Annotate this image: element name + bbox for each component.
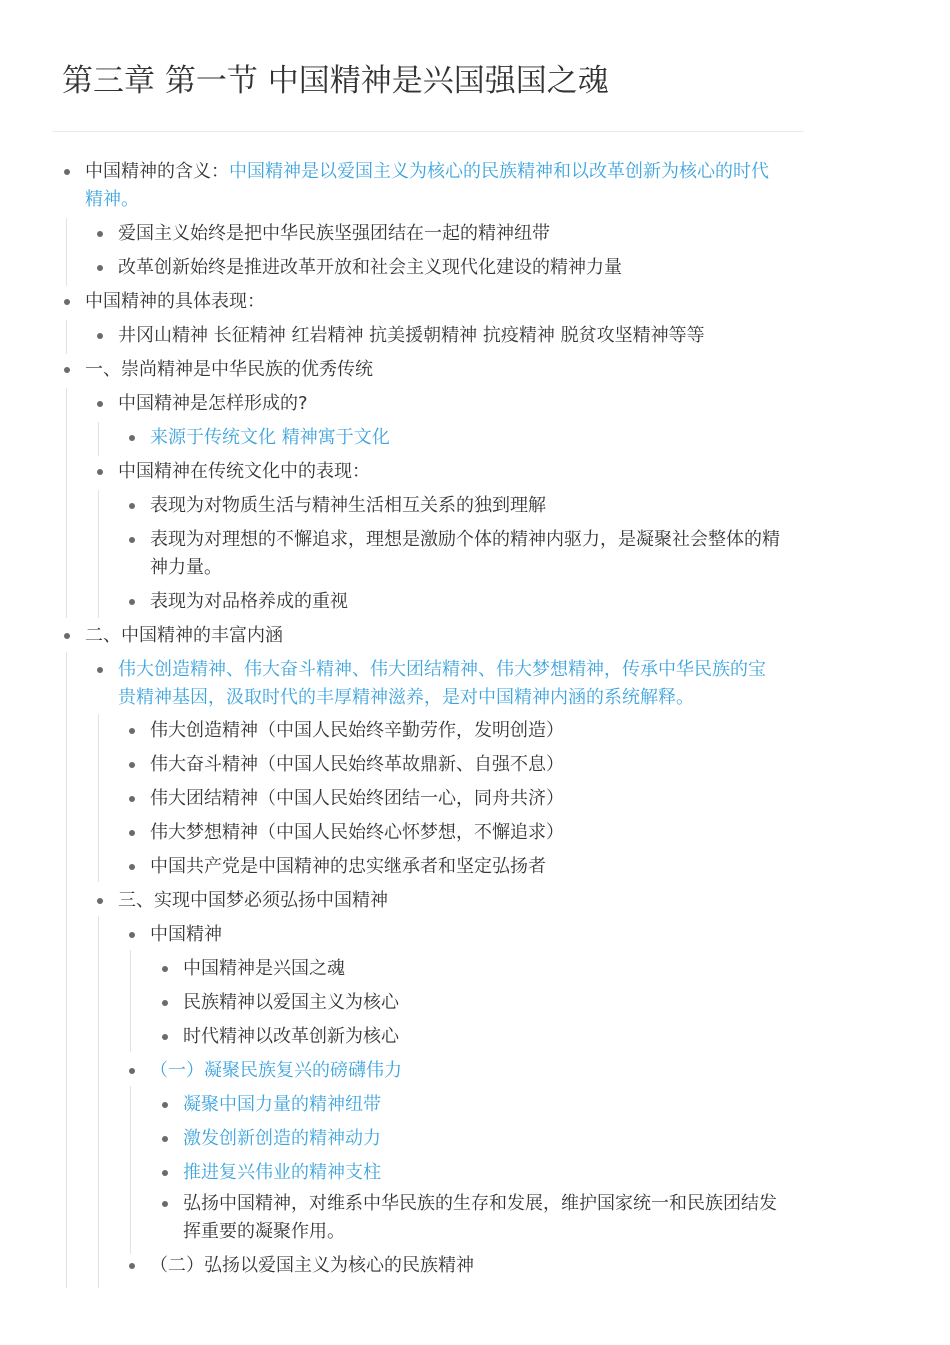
list-item [118,220,808,248]
list-item [150,526,830,582]
highlight-text: 精神。 [85,189,139,210]
bullet-dot [162,966,168,972]
list-item-text: 中国精神是怎样形成的? [118,393,308,414]
list-item [85,288,805,316]
list-item [183,1125,813,1153]
indent-guide [66,218,67,286]
bullet-dot [129,796,135,802]
bullet-dot [129,1263,135,1269]
bullet-dot [129,1068,135,1074]
list-item-text: 表现为对物质生活与精神生活相互关系的独到理解 [150,495,546,516]
bullet-dot [129,435,135,441]
list-item [150,785,810,813]
list-item-text: 三、实现中国梦必须弘扬中国精神 [118,890,388,911]
bullet-dot [97,333,103,339]
list-item-text [118,656,818,712]
bullet-dot [97,898,103,904]
page-title: 第三章 第一节 中国精神是兴国强国之魂 [62,63,609,99]
text-line: 弘扬中国精神，对维系中华民族的生存和发展，维护国家统一和民族团结发 [183,1193,777,1214]
list-item [150,717,810,745]
list-item-text: 中国精神的具体表现： [85,291,265,312]
list-item-text: （二）弘扬以爱国主义为核心的民族精神 [150,1255,474,1276]
list-item [150,588,810,616]
list-item-text: 中国精神是兴国之魂 [183,958,345,979]
list-item-text: 中国精神在传统文化中的表现： [118,461,370,482]
list-item-text: 一、崇尚精神是中华民族的优秀传统 [85,359,373,380]
list-item-text: 民族精神以爱国主义为核心 [183,992,399,1013]
bullet-dot [97,667,103,673]
bullet-dot [129,537,135,543]
list-item [150,819,810,847]
indent-guide [98,714,99,882]
list-item [150,751,810,779]
list-item [118,458,808,486]
list-item-text: （一）凝聚民族复兴的磅礴伟力 [150,1060,402,1081]
list-item-text: 来源于传统文化 精神寓于文化 [150,427,390,448]
bullet-dot [64,299,70,305]
list-item-text: 井冈山精神 长征精神 红岩精神 抗美援朝精神 抗疫精神 脱贫攻坚精神等等 [118,325,705,346]
text-line: 表现为对理想的不懈追求，理想是激励个体的精神内驱力，是凝聚社会整体的精 [150,529,780,550]
list-item [118,322,808,350]
bullet-dot [162,1170,168,1176]
list-item [150,921,810,949]
indent-guide [98,422,99,456]
bullet-dot [97,265,103,271]
list-item [183,1159,813,1187]
bullet-dot [129,503,135,509]
indent-guide [66,388,67,618]
list-item [85,356,805,384]
list-item [118,390,808,418]
bullet-dot [129,830,135,836]
list-item-text: 伟大创造精神（中国人民始终辛勤劳作，发明创造） [150,720,564,741]
list-item-text: 伟大团结精神（中国人民始终团结一心，同舟共济） [150,788,564,809]
indent-guide [98,916,99,1288]
list-item-text [85,158,805,214]
list-item-text: 时代精神以改革创新为核心 [183,1026,399,1047]
list-item-text: 改革创新始终是推进改革开放和社会主义现代化建设的精神力量 [118,257,622,278]
list-item-text [183,1190,823,1246]
list-item-text: 中国共产党是中国精神的忠实继承者和坚定弘扬者 [150,856,546,877]
list-item [183,1023,813,1051]
bullet-dot [97,469,103,475]
list-item-text: 伟大奋斗精神（中国人民始终革故鼎新、自强不息） [150,754,564,775]
list-item [150,424,810,452]
indent-guide [66,320,67,354]
text-line: 神力量。 [150,557,222,578]
list-item [150,1057,810,1085]
list-item [183,1190,823,1246]
list-item-text: 爱国主义始终是把中华民族坚强团结在一起的精神纽带 [118,223,550,244]
list-item [183,955,813,983]
list-item-text: 表现为对品格养成的重视 [150,591,348,612]
indent-guide [66,652,67,1288]
list-item-text: 伟大梦想精神（中国人民始终心怀梦想，不懈追求） [150,822,564,843]
list-item [85,622,805,650]
bullet-dot [64,633,70,639]
list-item-text: 二、中国精神的丰富内涵 [85,625,283,646]
bullet-dot [129,599,135,605]
list-item [150,492,810,520]
bullet-dot [64,169,70,175]
list-item-text: 中国精神 [150,924,222,945]
list-item-text: 推进复兴伟业的精神支柱 [183,1162,381,1183]
list-item [150,853,810,881]
indent-guide [98,490,99,618]
list-item [183,1091,813,1119]
bullet-dot [162,1201,168,1207]
list-item-label: 中国精神的含义： [85,161,229,182]
list-item-text: 凝聚中国力量的精神纽带 [183,1094,381,1115]
bullet-dot [162,1102,168,1108]
list-item [118,887,808,915]
list-item [183,989,813,1017]
bullet-dot [129,932,135,938]
bullet-dot [162,1000,168,1006]
text-line: 贵精神基因，汲取时代的丰厚精神滋养，是对中国精神内涵的系统解释。 [118,687,694,708]
title-divider [52,131,804,132]
text-line: 伟大创造精神、伟大奋斗精神、伟大团结精神、伟大梦想精神，传承中华民族的宝 [118,659,766,680]
indent-guide [130,1086,131,1254]
bullet-dot [129,728,135,734]
list-item-text [150,526,830,582]
bullet-dot [162,1034,168,1040]
bullet-dot [97,231,103,237]
text-line: 挥重要的凝聚作用。 [183,1221,345,1242]
list-item [118,656,818,712]
bullet-dot [129,762,135,768]
list-item [118,254,808,282]
bullet-dot [64,367,70,373]
list-item-text: 激发创新创造的精神动力 [183,1128,381,1149]
highlight-text: 中国精神是以爱国主义为核心的民族精神和以改革创新为核心的时代 [229,161,769,182]
list-item [150,1252,810,1280]
list-item [85,158,805,214]
bullet-dot [162,1136,168,1142]
bullet-dot [129,864,135,870]
bullet-dot [97,401,103,407]
indent-guide [130,950,131,1052]
